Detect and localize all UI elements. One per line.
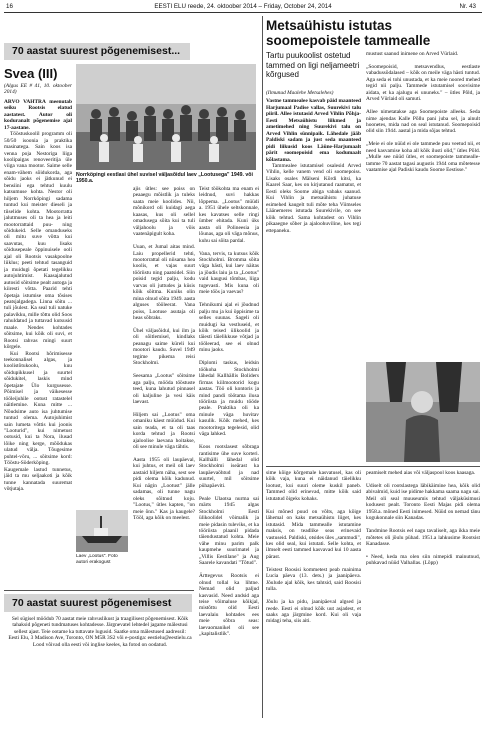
- header-rule: [4, 12, 482, 13]
- publication-line: EESTI ELU reede, 24. oktoober 2014 – Friday, October 24, 2014: [154, 3, 332, 10]
- issue-number: Nr. 43: [459, 3, 476, 10]
- group-photo: [76, 64, 256, 170]
- boat-illustration-icon: [76, 510, 128, 552]
- boat-photo-caption: Laev „Lootus". Foto autori erakogust: [76, 554, 118, 565]
- left-article-column: [4, 66, 72, 581]
- article-dateline: (Algus EE # 41, 10. oktoober 2014): [4, 83, 72, 96]
- right-article-title: Metsaühistu istutas soomepoistele tammealle: [266, 18, 431, 48]
- right-column-a: [266, 90, 361, 480]
- right-column-b-lower: peamiselt mehed aias või väljaspool koos kaasaga. Udiselt oli rootslastega läbikäimine hea, kõik olid abivalmid, kuid ise pidime hakkama saama nagu sai. Meil oli seal muuseumis tehtud väljaküsimusi kodusest pealt. Toronto Eesti Majas pidi olema 1958.a. mõned Eesti inimesed. Nüüd on nemad tänu kogukonnale siin Kanadas. Tandmine Rootsis eel nagu tavaliselt, aga ikka meie mõtetes oli jõulu pühad. 1951.a lahkusime Rootsist Kanadasse. • Need, keda ma olen siin nimepidi mainutnud, puhkavad nüüd Valhallas. (Lõpp): [366, 470, 480, 567]
- notice-text: Sel sügisel möödub 70 aastat meie rahvuslikust ja traagilisest põgenemisest. Kõik tahaksid põgeneti tundmatuses kohtadesse. Järgnevatel lehtedel jagame mälestusi sellest ajast. Teie ootame ka tuttavate lugusid. Saatke oma mälestused aadressil: Eesti Elu, 3 Madison Ave, Toronto, ON M5R 3S2 või e-postiga: eestielu@eestielu.ca Lood võivad olla eesti või inglise keeles, ka fotod on oodatud.: [8, 616, 192, 648]
- notice-banner: 70 aastat suurest põgenemisest: [4, 594, 192, 612]
- right-lower-rule: [266, 466, 480, 467]
- article-title: Svea (III): [4, 66, 58, 81]
- boat-photo: [76, 510, 128, 552]
- article-body-continued: Kui Rootsi hõrimisesse teekonnalisel algas, ja koolistõtukoolu, kuu sõidupikkusel ja suurtel sõidukitel, laskis mind õpetajate Ülo kurgusesse. Põimisel ja väikesesse tööleijuhile ootust ratastelel näitlemine. Kuna mitte ... Nõudsime auto isa juhtumise tuntud olema. Autojuhimist sain lumeta võttis kui joonis "Looturid", kui nimetust ootusid, kui ta Nora, ilusad lõike ning kerge, mõõdukas ulatud välja. Tõugesime puhtel-võru, ... sõitsime kord: Tööstu-Söderköping. Kaugemale lastud tunnetus, jäid ta mu seljaakoti ja kõik tunne kannatada suuremat võtjutaja.: [4, 350, 72, 493]
- article-divider: [262, 16, 263, 718]
- portrait-illustration-icon: [366, 362, 480, 462]
- portrait-photo: [366, 362, 480, 462]
- middle-column-1: ajis ütles: see poiss on peaaegu mõistlik ja tuleks saata meie koolides. Nii, mõnikord oli kuidagi aega kaasas, kus oli sellel omadusega sõita kui ta tuli väljahoolu ja võis vaatenäpigult koha. Uuan, et Jumal aitas mind. Laiu propellerid tehti, mootorrattal oli niisama hea koolis, et vajas suurt tööriistu ning paatsidel. Siin poisid tegid palju, kodu varvas oli juttudes ja küsis kõik sõitma. Kuniks olin mina olnud sõita 1949. aasta alguses tööleerat. Vana poiss, Lootuse asutaja oli heas sõbraks. Ühel väljasõidul, kui ilm ja oli sõitlemisel, kindlaks peanagu saime küreli kui mootori kaudu. Suvel 1949 tegime pikema reisi Stockholmi. Seesama „Lootus" sõitsime aga palju, mööda tööstuste teed, kuna lahutud pinnasel oli kaljuline ja vesi käis laevast. Hiljem sai „Lootus" oma omaniku käest müüdud. Kui sain teada, et ta oli taas korda tehtud ja Rootsi ajaloolise laevana hoitakse, oli see minule väga tähtis. Aasta 1955 oli laupäeval, kui juhtus, et meil oli laev aastaid hiljem näha, sest see pidi olema kõik kadunud. Kui nägin „Lootust" jälle sadamas, oli tunne nagu oleks sõitnud koju. "Lootus," ütles kapten, "on meie õnn." Kas ja kaugele? Tööl, aga kõik on meelest.: [133, 186, 195, 522]
- left-article-banner: 70 aastat suurest põgenemisest...: [4, 43, 190, 60]
- right-article-subtitle: Tartu puukoolist ostetud tammed on ligi neljameetri kõrgused: [266, 51, 360, 79]
- article-lead: ARVO VAHTRA meenutab seiku Rootsis elatud aastatest. Autor oli koduranalt põgenemise ajal 17-aastane.: [4, 98, 72, 131]
- page-number: 16: [6, 3, 13, 10]
- article-body: Tööstuskoolil programm oli 50/50 isoonia ja praktika masinatega. Sain koos isa venna poja Nestoriga liiga koolipaigas renoveeritija üle viiga vana mootor. Saime selle enam-vähem sõidukorda, aga sõidu jaoks ei jätkunud ei bensiini ega tehtud kuulu katsumuse kohta. Nestor oli hiljem Norrköpingi sadama tuntud kui meister dieseli ja tiiselide kohta. Mootorratta jalutmuses oli ta hea ja leiti mootorrattaid puu- ning sõidukeid. Selle omanduseks oli mitu suve võtta kui saavutas, kuu lisaks sõidusepeale õppinuisele ooli ajal oli Rootsis vasakpoolne liiklus; peeti tehtud tasanguid ja muidugi õpetati tegelikku autojuhtimist. Kaasajalutud autosid sõitsime pealt autoga ja kiiresti võtta. Paarid tehti õpetaja istumise oma tõsises peatsjalgadega. Linna sõitu ... tuli jõulest. Ka seal tuli natuke palavikku, mille tõttu olid Soos rahuldatud ja tuttavad kutsusid maale. Nendes kohtades sõitsime, kui kõik oli suvi, et Rootsi rahvas mingi suurt kõrgele.: [4, 131, 72, 351]
- middle-column-2: Teist töökohta ma enam ei leidnud, suvi hakkas lõppema. „Lootus" müüdi a. 1951 ühele seltskonnale, kes kavatses selle ringi ümber ehitada. Kuni üks aasta oli Polineesia ja lõunas, aga oli väga mõnus, kuhu sai sõita pardal. Vana, tervis, ta kutsus kõik Stockholmi. Bromma sõita väga hästi, kui laev näitas ja jõudis laiu ja ta „Lootus" vaid kaugusi tõmbas, liiga tugevasti. Mis kuna oli meie töös ja vaevas? Tehnikumi ajal ei jõudnud palju mu ja kui öppisime ta selles suunas. Sageli oli muidugi ka vestluseid, et kõik teised ülikoolid ja täiesti täielikkuse võtjad ja tööleerad, see ei olnud minu jaoks. Diplomi taskus, leidsin töökoha Stockholmi lähedal Kallhällis Boliders firmas kiilmootorid kogu aastas. Töö oli kontoris ja mind pandi töötama ilusa tööriista ja muidu tööde peale. Praktika oli ka minule väga huvitav kasulik. Kõik mehed, kes mootoritega tegelesid, olid väga lahked. Koos rootslasest sõbraga rantisime ühe suve korteri. Kallhälli lähedal olid Stockholmi iseärast ka laupäevaöhtud ja nad suurtel, mil sõitsime pühapäeviti. Peale Ulaotsa nurma sai märts 1945 algas Stockholmi Eesti ülikoolidel võimalik ja meie pidasin tuleviks, et ka tööriista plaanil pidada täiendustatud kohta. Meie vähe minu parim palk kaupmehe suurimatel ja „Villis Eestilane" ja Aug Saarele kavandati "Tõtud". Ärttegevus Rootsis ei olnud tollal ka lihtne. Nemad olid paljud kasvasid. Need andsid aga teise võimaluse kõikjal, mistõttu olid Eesti laevalaiu kohtades ees meie sõbra seas: laevaomanikel oli see „kapitalistlik".: [199, 186, 259, 638]
- right-article-body: Tammealee istutamisel osalesid Arved Vihlin, kelle vanem vend oli soomepoiss. Lisaks osales Mälseni Kõrdi kitsi, ka Kaarel Saar, kes on kirjutanud raamatut, et Eesti oleks Soome abiga vabaks saanud. Kui Vihlin ja metsaühistu juhatuse esimehed kaugelt tuli mõte teha Viimseles Läänemeres istutada Suurekivile, on see kõik tehtud. Sama kohtadest on Vihlin pikaaegne sõber ja ajaloohuviline, kes tegi ettepaneku.: [266, 162, 361, 234]
- right-article-lead: Vastne tammealee kasvab päid maanteed Harjumaal Padise vallas, Suurekivi talu piiril. Allee istutasid Arved Vihlin Põhja-Eesti Metsaühistu liikmed ja ametimehed ning Suurekivi talu on Arved Vihlin sünnipaik. Lähedale jääb Paldiski sadam ja just seda maanteed pidi liikusid koos Läüne-Harjumaalt pärit soomepoisid ema kodumaalt kõlastama.: [266, 98, 361, 163]
- right-column-b: mustust saanud inimene on Arved Vürlaid. „Soomepoisid, metsavendlus, eestlaste vabadussõdalased – kõik on meile väga hästi tuntud. Aga seda ei tohi unustada, et ka meie noored mehed tegid nii palju. Tammede istutamisel soovisime aidata, et ka ajalugu ei ununeks." – ütles Põld, ja Arved Vürlaid oli samuti. Allee nimetatakse aga Soomepoiste alleeks. Seda nime ajendas Kalle Põllu pani juba sel, ja ainult hoonetes, mida nad on seal istutanud. Soomepoisid olid siin 1944. aastal ja mida sõjas tehtud. „Meie ei ole nüüd ei ole tammede puu veetud nii, et need kasvamise koha all kõik ilusti olid," ütles Põld. „Mulle see nüüd ütles, et soomepoiste tammealle-tamme 70 aastat tagasi augustis 1944 oma mõtetesse vaatamise ajal Padiski kaudu Soome Eestisse.": [366, 51, 480, 174]
- page-header: [0, 0, 486, 12]
- right-column-a-lower: sime kõige kõrgemale kasvatusel, kas oli kõik vaja, kuna ei näidanud täielikku lootust, kui suuri oleme kuskil paneb. Tammed olid erinevad, mitte kõik said istutatud õigeks kohaks. Kui mõned puud on võlts, aga kõige lähemal on kaks metsaühistu liiget, kes istutasid. Mida tammealle istutamine maksis, on teadlike seas erinevaid vastuseid. Paldiski, otsides üles „sammudi", kes olid seal, kui istutati. Selle kohta, et ilmselt eesti tammed kasvavad kui 10 aasta pärast. Teistest Roosisi kommetest peab mainima Lucia päeva (13. dets.) ja jaanipäeva. Jõulude ajal kõik, kes tahtsid, said Roosisi tulla. Jõulu ja ka pidu, jaanipäeval algsed ja reede. Eesti ei olnud kõik uut asjadest, et saaks aga järgmine kord. Kui oli vaja midagi teha, siis aiti.: [266, 470, 361, 625]
- group-photo-caption: Norrköpingi eestlasi ühel suvisel väljasõidul laev „Lootusega" 1949. või 1950.a.: [76, 172, 253, 185]
- notice-top-rule: [4, 590, 194, 591]
- group-photo-illustration-icon: [76, 64, 256, 170]
- right-article-byline: (Ilmunud Maalehe Metsalehes): [266, 90, 334, 96]
